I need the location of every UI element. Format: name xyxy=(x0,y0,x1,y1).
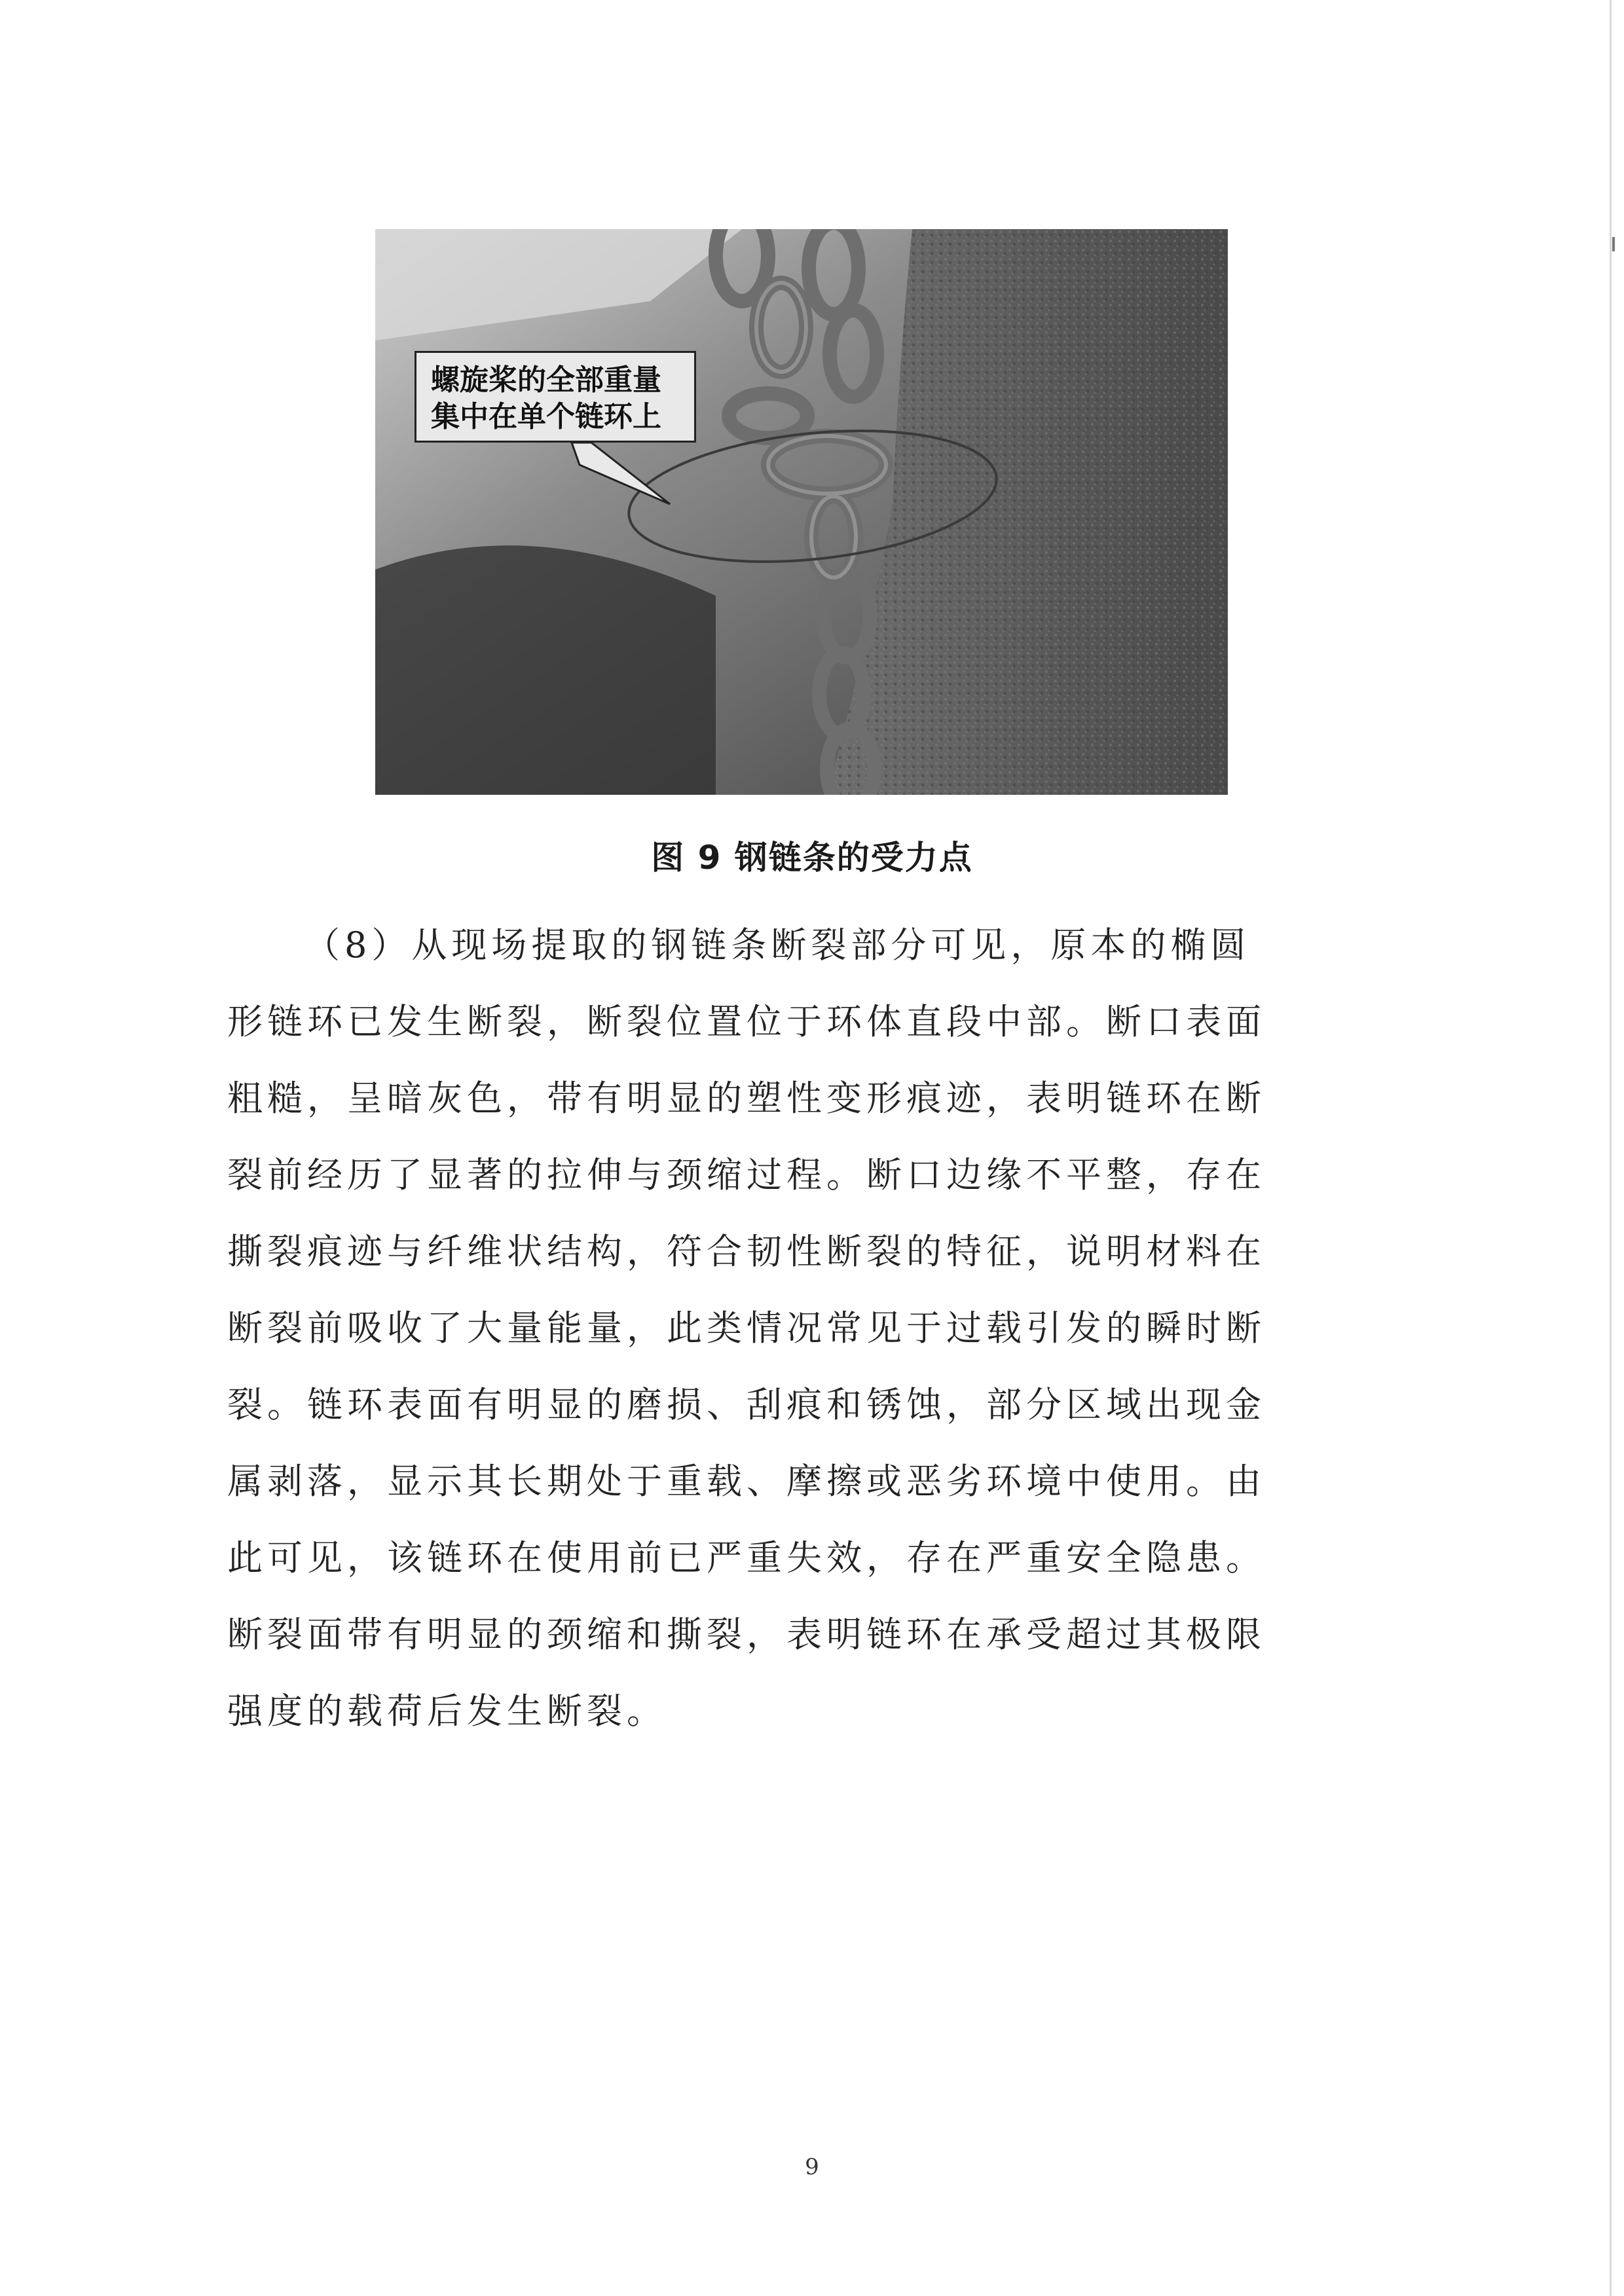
paragraph-line: 裂前经历了显著的拉伸与颈缩过程。断口边缘不平整，存在 xyxy=(227,1154,1266,1195)
paragraph-line: 形链环已发生断裂，断裂位置位于环体直段中部。断口表面 xyxy=(227,1001,1266,1042)
paragraph-line: 撕裂痕迹与纤维状结构，符合韧性断裂的特征，说明材料在 xyxy=(227,1231,1266,1272)
callout-line-1: 螺旋桨的全部重量 xyxy=(431,363,661,397)
scan-edge-line xyxy=(1610,0,1612,2296)
paragraph-line: （8）从现场提取的钢链条断裂部分可见，原本的椭圆 xyxy=(304,924,1251,966)
scan-mark xyxy=(1612,237,1615,251)
paragraph-line: 断裂前吸收了大量能量，此类情况常见于过载引发的瞬时断 xyxy=(227,1307,1266,1349)
figure-photo xyxy=(375,229,1228,795)
paragraph-line: 属剥落，显示其长期处于重载、摩擦或恶劣环境中使用。由 xyxy=(227,1461,1266,1502)
body-paragraph xyxy=(227,907,1370,1749)
paragraph-line: 裂。链环表面有明显的磨损、刮痕和锈蚀，部分区域出现金 xyxy=(227,1384,1266,1425)
page-number: 9 xyxy=(805,2154,819,2180)
paragraph-line: 此可见，该链环在使用前已严重失效，存在严重安全隐患。 xyxy=(227,1537,1266,1578)
callout-line-2: 集中在单个链环上 xyxy=(431,400,661,433)
paragraph-line: 断裂面带有明显的颈缩和撕裂，表明链环在承受超过其极限 xyxy=(227,1614,1266,1655)
paragraph-line: 粗糙，呈暗灰色，带有明显的塑性变形痕迹，表明链环在断 xyxy=(227,1078,1266,1119)
chain-photo-illustration xyxy=(375,229,1228,795)
figure-caption: 图 9 钢链条的受力点 xyxy=(651,839,973,877)
paragraph-line: 强度的载荷后发生断裂。 xyxy=(227,1690,667,1732)
figure-callout-box xyxy=(415,351,696,443)
